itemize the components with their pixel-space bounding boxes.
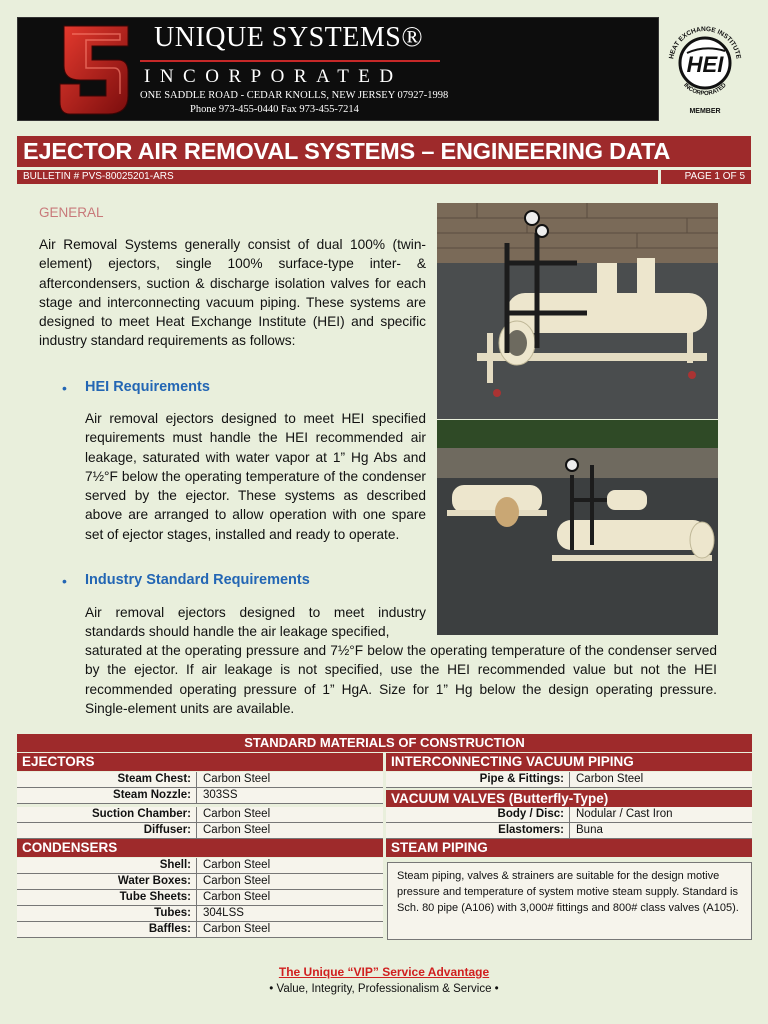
hei-bottom-text: INCORPORATED — [682, 82, 728, 98]
title-bar — [17, 136, 751, 167]
hei-requirements-paragraph: Air removal ejectors designed to meet HEI specified requirements must handle the HEI recommended air leakage, saturated with water vapor at 1” Hg Abs and 7½°F below the operating temperature of the condenser served by the ejector. These systems as described above are arranged to allow operation with one spare set of ejector stages, installed and ready to operate. — [85, 411, 426, 542]
material-value: 304LSS — [203, 907, 244, 919]
bulletin-number: BULLETIN # PVS-80025201-ARS — [17, 170, 658, 184]
material-label: Elastomers: — [386, 823, 570, 838]
table-row — [17, 906, 383, 922]
material-label: Steam Nozzle: — [17, 788, 197, 803]
table-row — [17, 772, 383, 788]
hei-member-label: MEMBER — [689, 108, 721, 115]
material-value: Carbon Steel — [203, 773, 271, 785]
material-value: Buna — [576, 824, 603, 836]
industry-requirements-paragraph-a: Air removal ejectors designed to meet industry standards should handle the air leakage specified, — [85, 605, 426, 640]
table-row — [17, 858, 383, 874]
ejector-system-photo-2 — [437, 420, 718, 635]
bulletin-bar — [17, 170, 751, 184]
banner-divider — [140, 60, 440, 62]
table-row — [17, 874, 383, 890]
table-row — [17, 823, 383, 839]
material-value: Carbon Steel — [203, 923, 271, 935]
footer-values: • Value, Integrity, Professionalism & Service • — [269, 983, 499, 995]
material-label: Shell: — [17, 858, 197, 873]
material-value: 303SS — [203, 789, 238, 801]
table-row — [17, 807, 383, 823]
table-row — [386, 823, 752, 839]
ejectors-section-heading: EJECTORS — [17, 753, 383, 771]
ejector-system-photo-1 — [437, 203, 718, 419]
bullet-icon: • — [62, 573, 67, 589]
hei-ring-text: HEAT EXCHANGE INSTITUTE — [668, 25, 742, 60]
valves-section-heading: VACUUM VALVES (Butterfly-Type) — [386, 790, 752, 808]
material-label: Steam Chest: — [17, 772, 197, 787]
industry-requirements-paragraph-b: saturated at the operating pressure and 7½°F below the operating temperature of the condenser served by the ejector. If air leakage is not specified, use the HEI recommended value but not the HEI recommended operating pressure of 1” HgA. Size for 1” Hg below the design operating pressure. Single-element units are available. — [85, 643, 717, 716]
steam-piping-description: Steam piping, valves & strainers are suitable for the design motive pressure and temperature of system motive steam supply. Standard is Sch. 80 pipe (A106) with 3,000# fittings and 800# class valves (A105). — [387, 862, 752, 940]
materials-table — [17, 734, 752, 940]
table-row — [386, 772, 752, 788]
material-value: Carbon Steel — [203, 875, 271, 887]
company-incorporated: INCORPORATED — [144, 66, 403, 87]
material-label: Water Boxes: — [17, 874, 197, 889]
hei-logo-icon — [663, 17, 747, 109]
materials-table-heading: STANDARD MATERIALS OF CONSTRUCTION — [17, 734, 752, 752]
material-label: Body / Disc: — [386, 807, 570, 822]
steam-piping-section-heading: STEAM PIPING — [386, 839, 752, 857]
general-heading: GENERAL — [39, 205, 104, 220]
piping-section-heading: INTERCONNECTING VACUUM PIPING — [386, 753, 752, 771]
table-row — [17, 890, 383, 906]
material-value: Carbon Steel — [203, 859, 271, 871]
material-label: Baffles: — [17, 922, 197, 937]
company-phone: Phone 973-455-0440 Fax 973-455-7214 — [190, 104, 359, 115]
material-label: Suction Chamber: — [17, 807, 197, 822]
bullet-icon: • — [62, 380, 67, 396]
general-paragraph: Air Removal Systems generally consist of dual 100% (twin-element) ejectors, single 100% surface-type inter- & aftercondensers, suction & discharge isolation valves for each stage and interconnecting vacuum piping. These systems are designed to meet Heat Exchange Institute (HEI) and specific industry standard requirements as follows: — [39, 237, 426, 349]
footer-tagline — [0, 965, 768, 979]
material-value: Nodular / Cast Iron — [576, 808, 673, 820]
company-address: ONE SADDLE ROAD - CEDAR KNOLLS, NEW JERSEY 07927-1998 — [140, 90, 449, 101]
table-row — [17, 922, 383, 938]
table-row — [386, 807, 752, 823]
hei-logo-letters: HEI — [686, 52, 724, 77]
condensers-section-heading: CONDENSERS — [17, 839, 383, 857]
material-value: Carbon Steel — [576, 773, 644, 785]
footer-tagline-text: The Unique “VIP” Service Advantage — [278, 965, 490, 979]
material-value: Carbon Steel — [203, 891, 271, 903]
material-label: Pipe & Fittings: — [386, 772, 570, 787]
material-value: Carbon Steel — [203, 824, 271, 836]
page-number: PAGE 1 OF 5 — [661, 170, 751, 184]
company-banner — [17, 17, 659, 121]
material-label: Diffuser: — [17, 823, 197, 838]
company-name: UNIQUE SYSTEMS® — [154, 22, 424, 53]
page-title: EJECTOR AIR REMOVAL SYSTEMS – ENGINEERING DATA — [23, 138, 671, 164]
hei-member-badge — [663, 17, 753, 121]
hei-requirements-heading: HEI Requirements — [85, 379, 210, 395]
material-label: Tube Sheets: — [17, 890, 197, 905]
material-value: Carbon Steel — [203, 808, 271, 820]
company-logo-icon — [58, 24, 130, 116]
table-row — [17, 788, 383, 804]
material-label: Tubes: — [17, 906, 197, 921]
industry-requirements-heading: Industry Standard Requirements — [85, 572, 310, 588]
